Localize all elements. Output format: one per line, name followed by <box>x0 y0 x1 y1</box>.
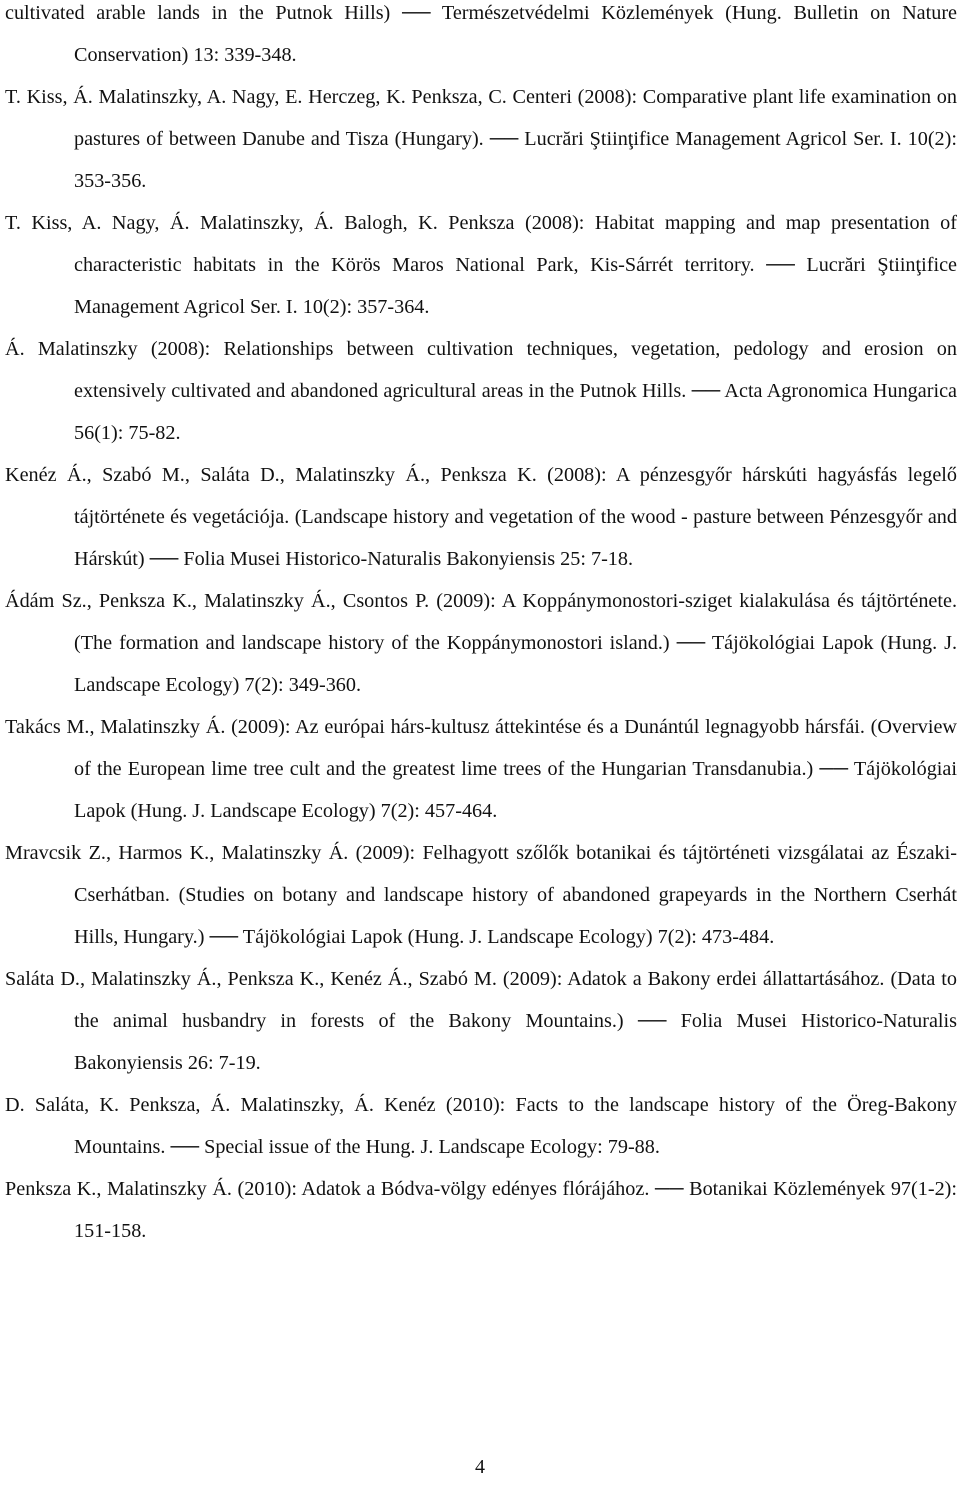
reference-entry: Takács M., Malatinszky Á. (2009): Az európai hárs-kultusz áttekintése és a Dunántúl legnagyobb hársfái. (Overview of the European lime tree cult and the greatest lime trees of the Hungarian Transdanubia.) ── Tájökológiai Lapok (Hung. J. Landscape Ecology) 7(2): 457-464. <box>5 716 957 822</box>
reference-list <box>5 0 957 1252</box>
reference-entry: Ádám Sz., Penksza K., Malatinszky Á., Csontos P. (2009): A Koppánymonostori-sziget kialakulása és tájtörténete. (The formation and landscape history of the Koppánymonostori island.) ── Tájökológiai Lapok (Hung. J. Landscape Ecology) 7(2): 349-360. <box>5 590 957 696</box>
page-number: 4 <box>475 1456 485 1478</box>
reference-entry: Saláta D., Malatinszky Á., Penksza K., Kenéz Á., Szabó M. (2009): Adatok a Bakony erdei állattartásához. (Data to the animal husbandry in forests of the Bakony Mountains.) ── Folia Musei Historico-Naturalis Bakonyiensis 26: 7-19. <box>5 968 957 1074</box>
reference-entry: T. Kiss, Á. Malatinszky, A. Nagy, E. Herczeg, K. Penksza, C. Centeri (2008): Comparative plant life examination on pastures of between Danube and Tisza (Hungary). ── Lucrări Ştiinţifice Management Agricol Ser. I. 10(2): 353-356. <box>5 86 957 192</box>
reference-entry: Á. Malatinszky (2008): Relationships between cultivation techniques, vegetation, pedology and erosion on extensively cultivated and abandoned agricultural areas in the Putnok Hills. ── Acta Agronomica Hungarica 56(1): 75-82. <box>5 338 957 444</box>
reference-entry: Mravcsik Z., Harmos K., Malatinszky Á. (2009): Felhagyott szőlők botanikai és tájtörténeti vizsgálatai az Északi-Cserhátban. (Studies on botany and landscape history of abandoned grapeyards in the Northern Cserhát Hills, Hungary.) ── Tájökológiai Lapok (Hung. J. Landscape Ecology) 7(2): 473-484. <box>5 842 957 948</box>
reference-entry: Penksza K., Malatinszky Á. (2010): Adatok a Bódva-völgy edényes flórájához. ── Botanikai Közlemények 97(1-2): 151-158. <box>5 1178 957 1242</box>
reference-entry: Kenéz Á., Szabó M., Saláta D., Malatinszky Á., Penksza K. (2008): A pénzesgyőr hárskúti hagyásfás legelő tájtörténete és vegetációja. (Landscape history and vegetation of the wood - pasture between Pénzesgyőr and Hárskút) ── Folia Musei Historico-Naturalis Bakonyiensis 25: 7-18. <box>5 464 957 570</box>
reference-entry: T. Kiss, A. Nagy, Á. Malatinszky, Á. Balogh, K. Penksza (2008): Habitat mapping and map presentation of characteristic habitats in the Körös Maros National Park, Kis-Sárrét territory. ── Lucrări Ştiinţifice Management Agricol Ser. I. 10(2): 357-364. <box>5 212 957 318</box>
reference-entry: cultivated arable lands in the Putnok Hills) ── Természetvédelmi Közlemények (Hung. Bulletin on Nature Conservation) 13: 339-348. <box>5 2 957 66</box>
reference-entry: D. Saláta, K. Penksza, Á. Malatinszky, Á. Kenéz (2010): Facts to the landscape history of the Öreg-Bakony Mountains. ── Special issue of the Hung. J. Landscape Ecology: 79-88. <box>5 1094 957 1158</box>
